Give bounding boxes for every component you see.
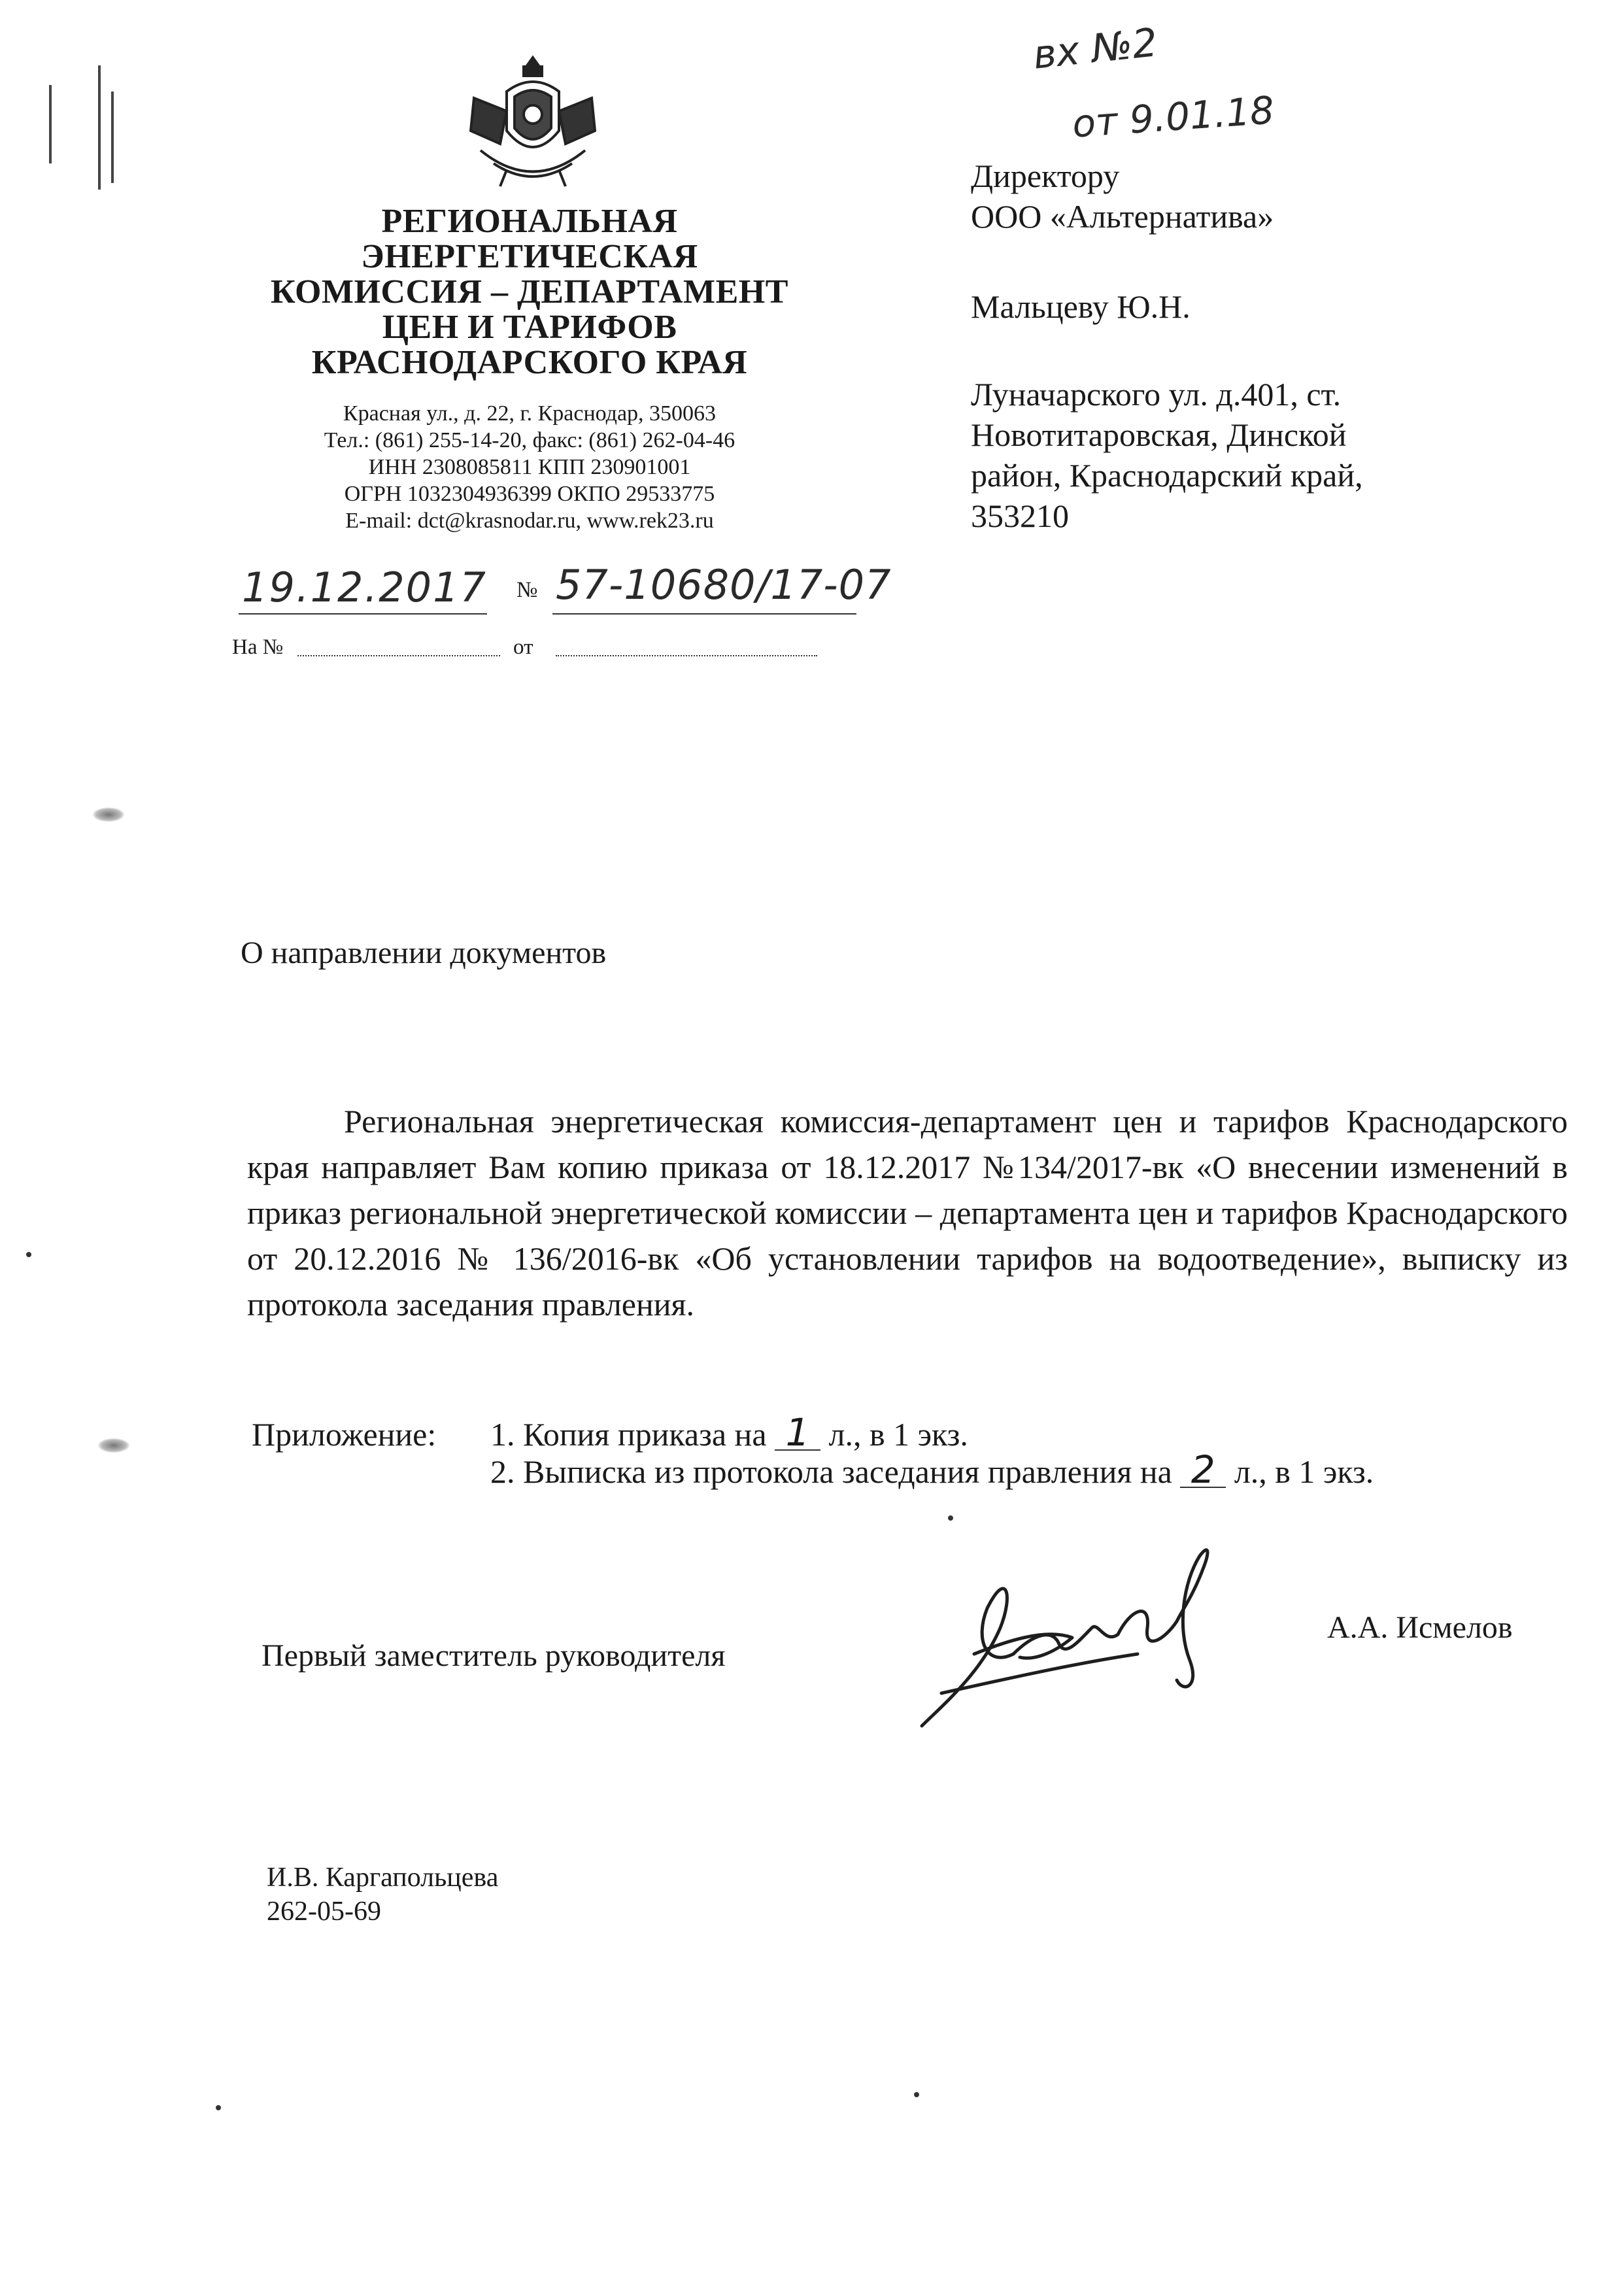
organization-details — [235, 400, 824, 534]
appendix-item-1-text: 1. Копия приказа на — [490, 1416, 767, 1453]
outgoing-date: 19.12.2017 — [242, 564, 487, 611]
organization-ogrn: ОГРН 1032304936399 ОКПО 29533775 — [344, 482, 715, 506]
punch-hole — [98, 1438, 129, 1453]
outgoing-date-line — [239, 613, 487, 615]
incoming-number: вх №2 — [1030, 20, 1160, 78]
scan-margin-mark — [98, 65, 101, 190]
addressee-company: ООО «Альтернатива» — [971, 198, 1274, 235]
organization-name — [235, 204, 824, 380]
addressee-address-line: район, Краснодарский край, — [971, 457, 1363, 494]
organization-phone: Тел.: (861) 255-14-20, факс: (861) 262-04-46 — [324, 428, 735, 452]
addressee-postcode: 353210 — [971, 498, 1069, 534]
appendix-item-2 — [490, 1447, 1374, 1492]
appendix-label: Приложение: — [252, 1416, 437, 1453]
reference-number-blank — [297, 655, 500, 656]
appendix-item-2-pages: 2 — [1180, 1453, 1226, 1488]
organization-name-line: КОМИССИЯ – ДЕПАРТАМЕНТ — [271, 273, 788, 311]
scan-speck — [26, 1252, 31, 1257]
outgoing-number: 57-10680/17-07 — [556, 561, 892, 609]
appendix-item-2-suffix: л., в 1 экз. — [1234, 1453, 1374, 1490]
appendix-item-1 — [490, 1410, 968, 1455]
reference-date-blank — [556, 655, 817, 656]
organization-email: E-mail: dct@krasnodar.ru, www.rek23.ru — [345, 509, 714, 533]
scan-margin-mark — [111, 92, 114, 183]
reference-date-label: от — [513, 635, 533, 659]
addressee-address-line: Новотитаровская, Динской — [971, 416, 1347, 453]
executor-phone: 262-05-69 — [267, 1897, 381, 1927]
executor-name: И.В. Каргапольцева — [267, 1863, 499, 1893]
letter-subject: О направлении документов — [241, 936, 607, 970]
scan-margin-mark — [49, 85, 52, 163]
handwritten-signature — [902, 1530, 1268, 1746]
scan-speck — [216, 2105, 221, 2110]
organization-name-line: ЦЕН И ТАРИФОВ — [382, 309, 677, 346]
punch-hole — [93, 807, 124, 822]
coat-of-arms-icon — [461, 52, 605, 196]
addressee-name: Мальцеву Ю.Н. — [971, 288, 1191, 325]
organization-name-line: КРАСНОДАРСКОГО КРАЯ — [311, 344, 748, 381]
letter-body-paragraph: Региональная энергетическая комиссия-департамент цен и тарифов Краснодарского края направляет Вам копию приказа от 18.12.2017 №134/2017-вк «О внесении изменений в приказ региональной энергетической комиссии – департамента цен и тарифов Краснодарского от 20.12.2016 № 136/2016-вк «Об установлении тарифов на водоотведение», выписку из протокола заседания правления. — [247, 1103, 1568, 1323]
letter-body — [247, 1098, 1568, 1327]
incoming-date: от 9.01.18 — [1071, 88, 1276, 146]
reference-number-label: На № — [232, 635, 284, 659]
outgoing-number-line — [552, 613, 856, 615]
addressee-address-line: Луначарского ул. д.401, ст. — [971, 376, 1342, 413]
addressee-position: Директору — [971, 158, 1120, 194]
organization-address: Красная ул., д. 22, г. Краснодар, 350063 — [343, 401, 717, 426]
appendix-item-1-suffix: л., в 1 экз. — [828, 1416, 968, 1453]
appendix-item-1-pages: 1 — [775, 1415, 820, 1451]
organization-inn: ИНН 2308085811 КПП 230901001 — [368, 455, 691, 479]
organization-name-line: РЕГИОНАЛЬНАЯ — [381, 203, 678, 240]
appendix-item-2-text: 2. Выписка из протокола заседания правления на — [490, 1453, 1172, 1490]
signatory-name: А.А. Исмелов — [1327, 1610, 1513, 1645]
scan-speck — [914, 2092, 919, 2097]
outgoing-number-label: № — [516, 578, 538, 602]
organization-name-line: ЭНЕРГЕТИЧЕСКАЯ — [361, 238, 698, 275]
signatory-position: Первый заместитель руководителя — [262, 1638, 726, 1673]
scan-speck — [948, 1515, 953, 1521]
